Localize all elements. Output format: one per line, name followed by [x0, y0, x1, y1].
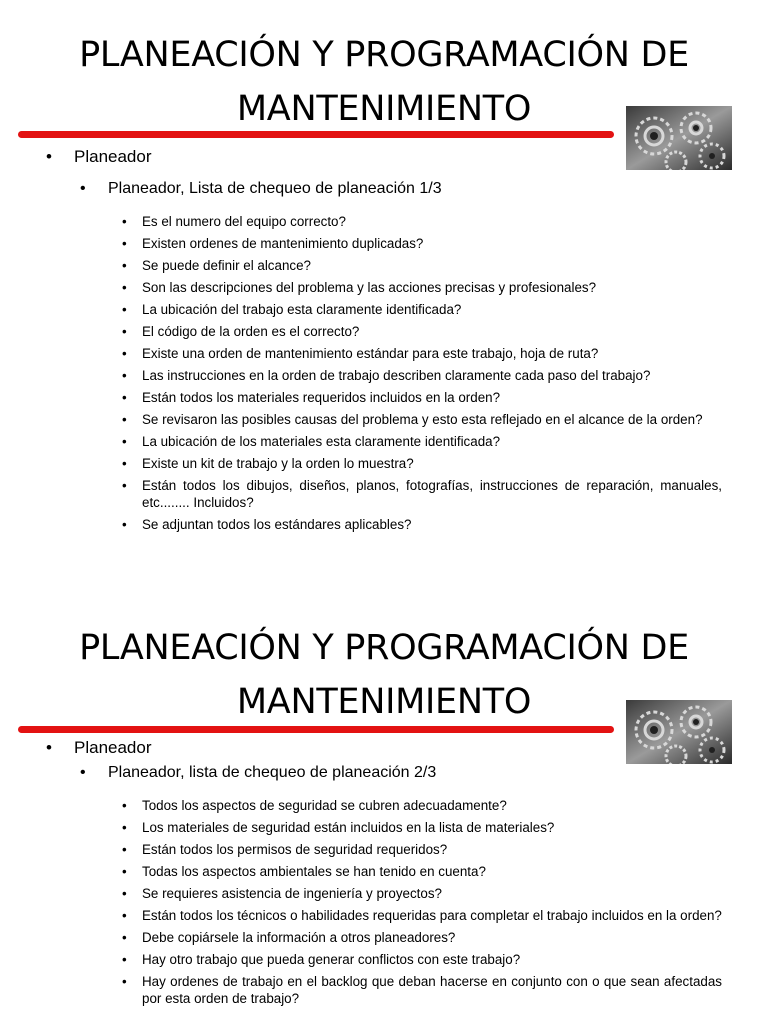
list-item: • Se revisaron las posibles causas del problema y esto esta reflejado en el alcance de la orden? [118, 411, 722, 428]
title-line-1: PLANEACIÓN Y PROGRAMACIÓN DE [79, 628, 689, 668]
list-item: • Hay ordenes de trabajo en el backlog que deban hacerse en conjunto con o que sean afectadas por esta orden de trabajo? [118, 973, 722, 1007]
list-item: • Están todos los permisos de seguridad requeridos? [118, 841, 722, 858]
list-item: • Son las descripciones del problema y las acciones precisas y profesionales? [118, 279, 722, 296]
title-line-2: MANTENIMIENTO [236, 89, 532, 129]
gears-image [626, 106, 732, 170]
list-item: • El código de la orden es el correcto? [118, 323, 722, 340]
list-item: • Se puede definir el alcance? [118, 257, 722, 274]
level1-text: Planeador [74, 738, 152, 757]
level2-text: Planeador, lista de chequeo de planeación 2/3 [108, 764, 437, 781]
list-item: • Las instrucciones en la orden de trabajo describen claramente cada paso del trabajo? [118, 367, 722, 384]
list-item: • La ubicación del trabajo esta claramente identificada? [118, 301, 722, 318]
title-line-1: PLANEACIÓN Y PROGRAMACIÓN DE [79, 35, 689, 75]
gears-image [626, 700, 732, 764]
list-item: • Están todos los dibujos, diseños, planos, fotografías, instrucciones de reparación, manuales, etc........ Incluidos? [118, 477, 722, 511]
red-divider [18, 131, 614, 138]
level1-text: Planeador [74, 147, 152, 166]
slide-2 [0, 590, 768, 1024]
level2-text: Planeador, Lista de chequeo de planeación 1/3 [108, 180, 442, 197]
list-item: • Todas los aspectos ambientales se han tenido en cuenta? [118, 863, 722, 880]
list-item: • La ubicación de los materiales esta claramente identificada? [118, 433, 722, 450]
title-line-2: MANTENIMIENTO [236, 682, 532, 722]
red-divider [18, 726, 614, 733]
list-item: • Se requieres asistencia de ingeniería y proyectos? [118, 885, 722, 902]
list-item: • Existe un kit de trabajo y la orden lo muestra? [118, 455, 722, 472]
bullet-planeador: • Planeador [46, 147, 152, 166]
checklist-2 [118, 797, 722, 1012]
list-item: • Existen ordenes de mantenimiento duplicadas? [118, 235, 722, 252]
list-item: • Están todos los materiales requeridos incluidos en la orden? [118, 389, 722, 406]
list-item: • Los materiales de seguridad están incluidos en la lista de materiales? [118, 819, 722, 836]
bullet-checklist-heading: • Planeador, Lista de chequeo de planeación 1/3 [80, 180, 442, 197]
bullet-planeador: • Planeador [46, 738, 152, 757]
list-item: • Debe copiársele la información a otros planeadores? [118, 929, 722, 946]
list-item: • Existe una orden de mantenimiento estándar para este trabajo, hoja de ruta? [118, 345, 722, 362]
list-item: • Hay otro trabajo que pueda generar conflictos con este trabajo? [118, 951, 722, 968]
list-item: • Están todos los técnicos o habilidades requeridas para completar el trabajo incluidos en la orden? [118, 907, 722, 924]
list-item: • Se adjuntan todos los estándares aplicables? [118, 516, 722, 533]
list-item: • Todos los aspectos de seguridad se cubren adecuadamente? [118, 797, 722, 814]
checklist-1 [118, 213, 722, 538]
bullet-checklist-heading: • Planeador, lista de chequeo de planeación 2/3 [80, 764, 437, 781]
list-item: • Es el numero del equipo correcto? [118, 213, 722, 230]
